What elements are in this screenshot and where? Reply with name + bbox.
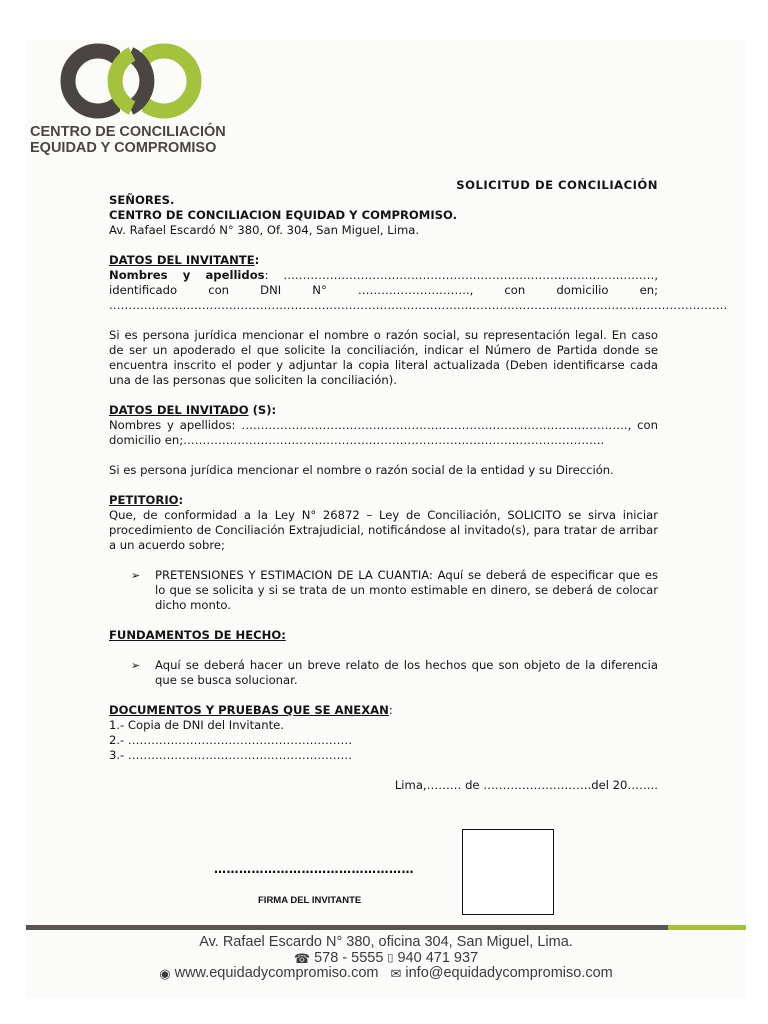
globe-icon: ◉ [159,966,171,981]
signature-line: ………………………………………… [214,862,414,876]
logo [32,44,232,124]
logo-name-line2: EQUIDAD Y COMPROMISO [30,140,217,156]
fingerprint-box [462,829,554,915]
documentos-item-1: 1.- Copia de DNI del Invitante. [109,718,284,732]
document-title: SOLICITUD DE CONCILIACIÓN [456,178,658,192]
logo-rings-icon [32,44,232,124]
invitante-note: Si es persona jurídica mencionar el nombre o razón social, su representación legal. En caso de ser un apoderado el que solicite la conciliación, indicar el Número de Partida donde se encuentra inscrito el poder y adjuntar la copia literal actualizada (Deben identificarse cada una de las personas que soliciten la conciliación). [109,328,658,387]
footer-address-row [26,935,746,951]
footer-bar-green [668,925,746,930]
date-line: Lima,……… de ……………………….del 20…….. [394,778,658,792]
invitante-dni-line: identificado con DNI N° ……………………….., con domicilio en; [109,283,658,297]
footer-email[interactable]: info@equidadycompromiso.com [405,965,613,981]
footer-phone2: 940 471 937 [397,949,479,966]
footer-address: Av. Rafael Escardo N° 380, oficina 304, San Miguel, Lima. [199,934,573,950]
footer-website[interactable]: www.equidadycompromiso.com [174,965,379,981]
invitante-names-line: Nombres y apellidos: ……………………………………………………………………………………, [109,268,659,282]
fundamentos-heading: FUNDAMENTOS DE HECHO: [109,628,286,642]
invitado-address-line: domicilio en;………………………………………………………………………………………………. [109,433,605,447]
logo-name [30,124,260,156]
invitado-heading: DATOS DEL INVITADO (S): [109,403,277,417]
petitorio-heading: PETITORIO: [109,493,184,507]
telephone-icon: ☎ [293,950,311,966]
invitado-note: Si es persona jurídica mencionar el nombre o razón social de la entidad y su Dirección. [109,463,614,477]
mobile-phone-icon: ▯ [387,951,394,964]
center-address: Av. Rafael Escardó N° 380, Of. 304, San Miguel, Lima. [109,223,420,237]
documentos-item-3: 3.- …………………………………………………. [109,748,352,762]
documentos-heading: DOCUMENTOS Y PRUEBAS QUE SE ANEXAN: [109,703,393,717]
addressee: SEÑORES. [109,193,175,207]
documentos-item-2: 2.- …………………………………………………. [109,733,352,747]
petitorio-text: Que, de conformidad a la Ley N° 26872 – Ley de Conciliación, SOLICITO se sirva iniciar procedimiento de Conciliación Extrajudicial, notificándose al invitado(s), para tratar de arribar a un acuerdo sobre; [109,508,658,552]
logo-name-line1: CENTRO DE CONCILIACIÓN [30,124,226,140]
fundamentos-item-text: Aquí se deberá hacer un breve relato de los hechos que son objeto de la diferencia que se busca solucionar. [155,658,658,687]
footer-phone1: 578 - 5555 [314,949,384,966]
petitorio-item-text: PRETENSIONES Y ESTIMACION DE LA CUANTIA: Aquí se deberá de especificar que es lo que se solicita y si se trata de un monto estimable en dinero, se deberá de colocar dicho monto. [155,568,658,612]
footer [26,935,746,982]
arrow-bullet-icon: ➢ [131,569,141,582]
invitante-heading: DATOS DEL INVITANTE: [109,253,260,267]
footer-bar [26,925,746,930]
invitante-address-line: ……………………………………………………………………………………………………………………………………………. [109,298,728,312]
document-body [109,178,728,793]
signature-label: FIRMA DEL INVITANTE [258,895,362,906]
arrow-bullet-icon: ➢ [131,659,141,672]
invitado-names-line: Nombres y apellidos: ………………………………………………………………………………………., con [109,418,658,432]
fundamentos-list-item [109,658,658,688]
petitorio-list-item [109,568,658,613]
center-name: CENTRO DE CONCILIACION EQUIDAD Y COMPROMISO. [109,208,457,222]
footer-contact-row [26,966,746,982]
envelope-icon: ✉ [390,966,402,981]
footer-phone-row [26,951,746,967]
footer-bar-dark [26,925,668,930]
